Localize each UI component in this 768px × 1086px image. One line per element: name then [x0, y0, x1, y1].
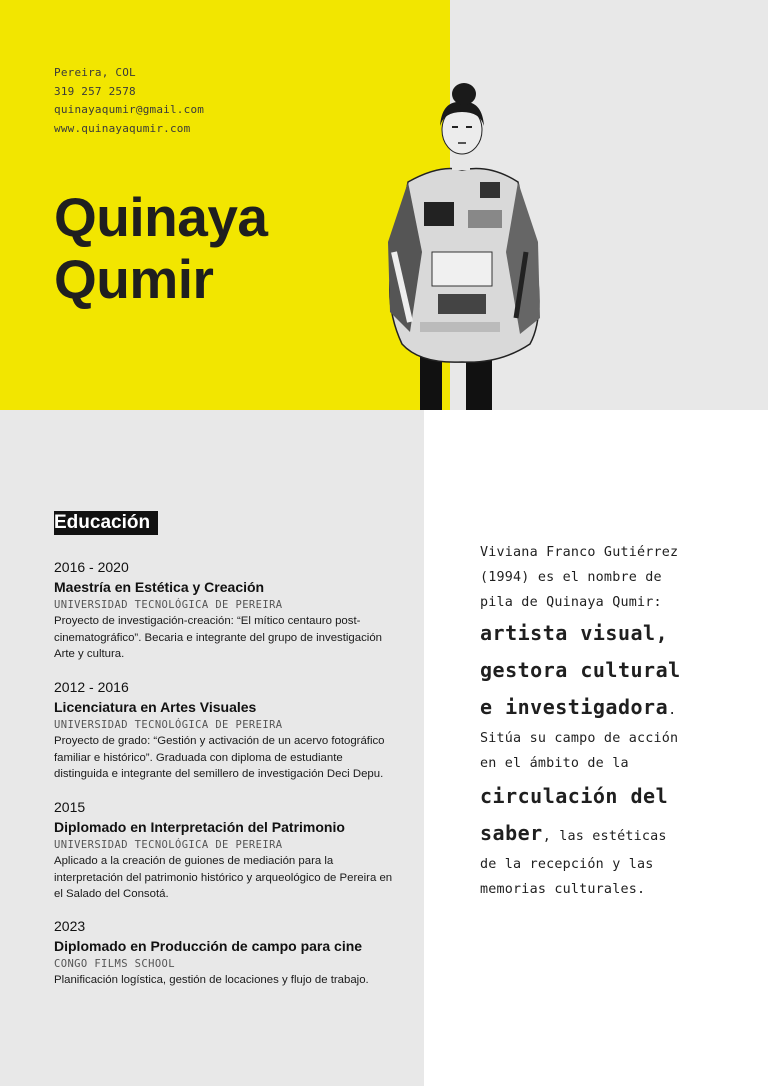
entry-years: 2023	[54, 918, 86, 934]
last-name: Qumir	[54, 248, 214, 310]
bio-line: , las estéticas	[542, 829, 667, 844]
desc-line: interpretación del patrimonio histórico y arqueológico de Pereira en	[54, 871, 393, 884]
desc-line: distinguida e integrante del semillero de investigación Deci Depu.	[54, 768, 384, 780]
contact-info	[54, 64, 204, 138]
entry-title: Licenciatura en Artes Visuales	[54, 699, 257, 715]
entry-description	[54, 853, 406, 903]
bio-highlight: gestora cultural	[480, 658, 681, 682]
desc-line: el Salado del Consotá.	[54, 888, 169, 900]
bio-line: Sitúa su campo de acción	[480, 731, 679, 746]
bio-highlight: artista visual,	[480, 621, 669, 645]
bio-line: memorias culturales.	[480, 882, 646, 897]
education-entry	[54, 558, 406, 663]
education-entry	[54, 798, 406, 903]
entry-description	[54, 972, 406, 989]
entry-school: UNIVERSIDAD TECNOLÓGICA DE PEREIRA	[54, 839, 283, 851]
education-entry	[54, 917, 406, 989]
desc-line: Proyecto de investigación-creación: “El mítico centauro post-	[54, 615, 361, 627]
desc-line: Planificación logística, gestión de locaciones y flujo de trabajo.	[54, 974, 369, 986]
first-name: Quinaya	[54, 186, 268, 248]
entry-description	[54, 613, 406, 663]
bio-highlight: e investigadora	[480, 695, 669, 719]
bio-line: en el ámbito de la	[480, 756, 629, 771]
person-name	[54, 186, 268, 310]
entry-years: 2015	[54, 799, 86, 815]
desc-line: Proyecto de grado: “Gestión y activación de un acervo fotográfico	[54, 735, 385, 747]
education-heading: Educación	[54, 511, 158, 535]
bio-punctuation: .	[668, 703, 677, 718]
entry-title: Diplomado en Producción de campo para cine	[54, 938, 363, 954]
desc-line: familiar e histórico”. Graduada con diploma de estudiante	[54, 751, 343, 764]
entry-description	[54, 733, 406, 783]
entry-title: Maestría en Estética y Creación	[54, 579, 265, 595]
desc-line: Arte y cultura.	[54, 648, 125, 660]
desc-line: cinematográfico”. Becaria e integrante del grupo de investigación	[54, 631, 382, 644]
portrait-photo	[380, 82, 545, 410]
bio-line: (1994) es el nombre de	[480, 570, 662, 585]
bio-highlight: saber	[480, 821, 543, 845]
contact-city: Pereira, COL	[54, 66, 136, 79]
entry-years: 2016 - 2020	[54, 559, 129, 575]
entry-school: UNIVERSIDAD TECNOLÓGICA DE PEREIRA	[54, 719, 283, 731]
entry-title: Diplomado en Interpretación del Patrimonio	[54, 819, 345, 835]
bio-highlight: circulación del	[480, 784, 669, 808]
contact-website: www.quinayaqumir.com	[54, 121, 191, 135]
desc-line: Aplicado a la creación de guiones de mediación para la	[54, 855, 334, 867]
entry-school: UNIVERSIDAD TECNOLÓGICA DE PEREIRA	[54, 599, 283, 611]
entry-years: 2012 - 2016	[54, 679, 129, 695]
bio-line: Viviana Franco Gutiérrez	[480, 545, 679, 560]
education-entry	[54, 678, 406, 783]
entry-school: CONGO FILMS SCHOOL	[54, 958, 175, 970]
bio-line: de la recepción y las	[480, 857, 654, 872]
bio-text	[480, 540, 730, 902]
contact-email: quinayaqumir@gmail.com	[54, 103, 205, 116]
contact-phone: 319 257 2578	[54, 84, 136, 98]
bio-line: pila de Quinaya Qumir:	[480, 595, 662, 610]
